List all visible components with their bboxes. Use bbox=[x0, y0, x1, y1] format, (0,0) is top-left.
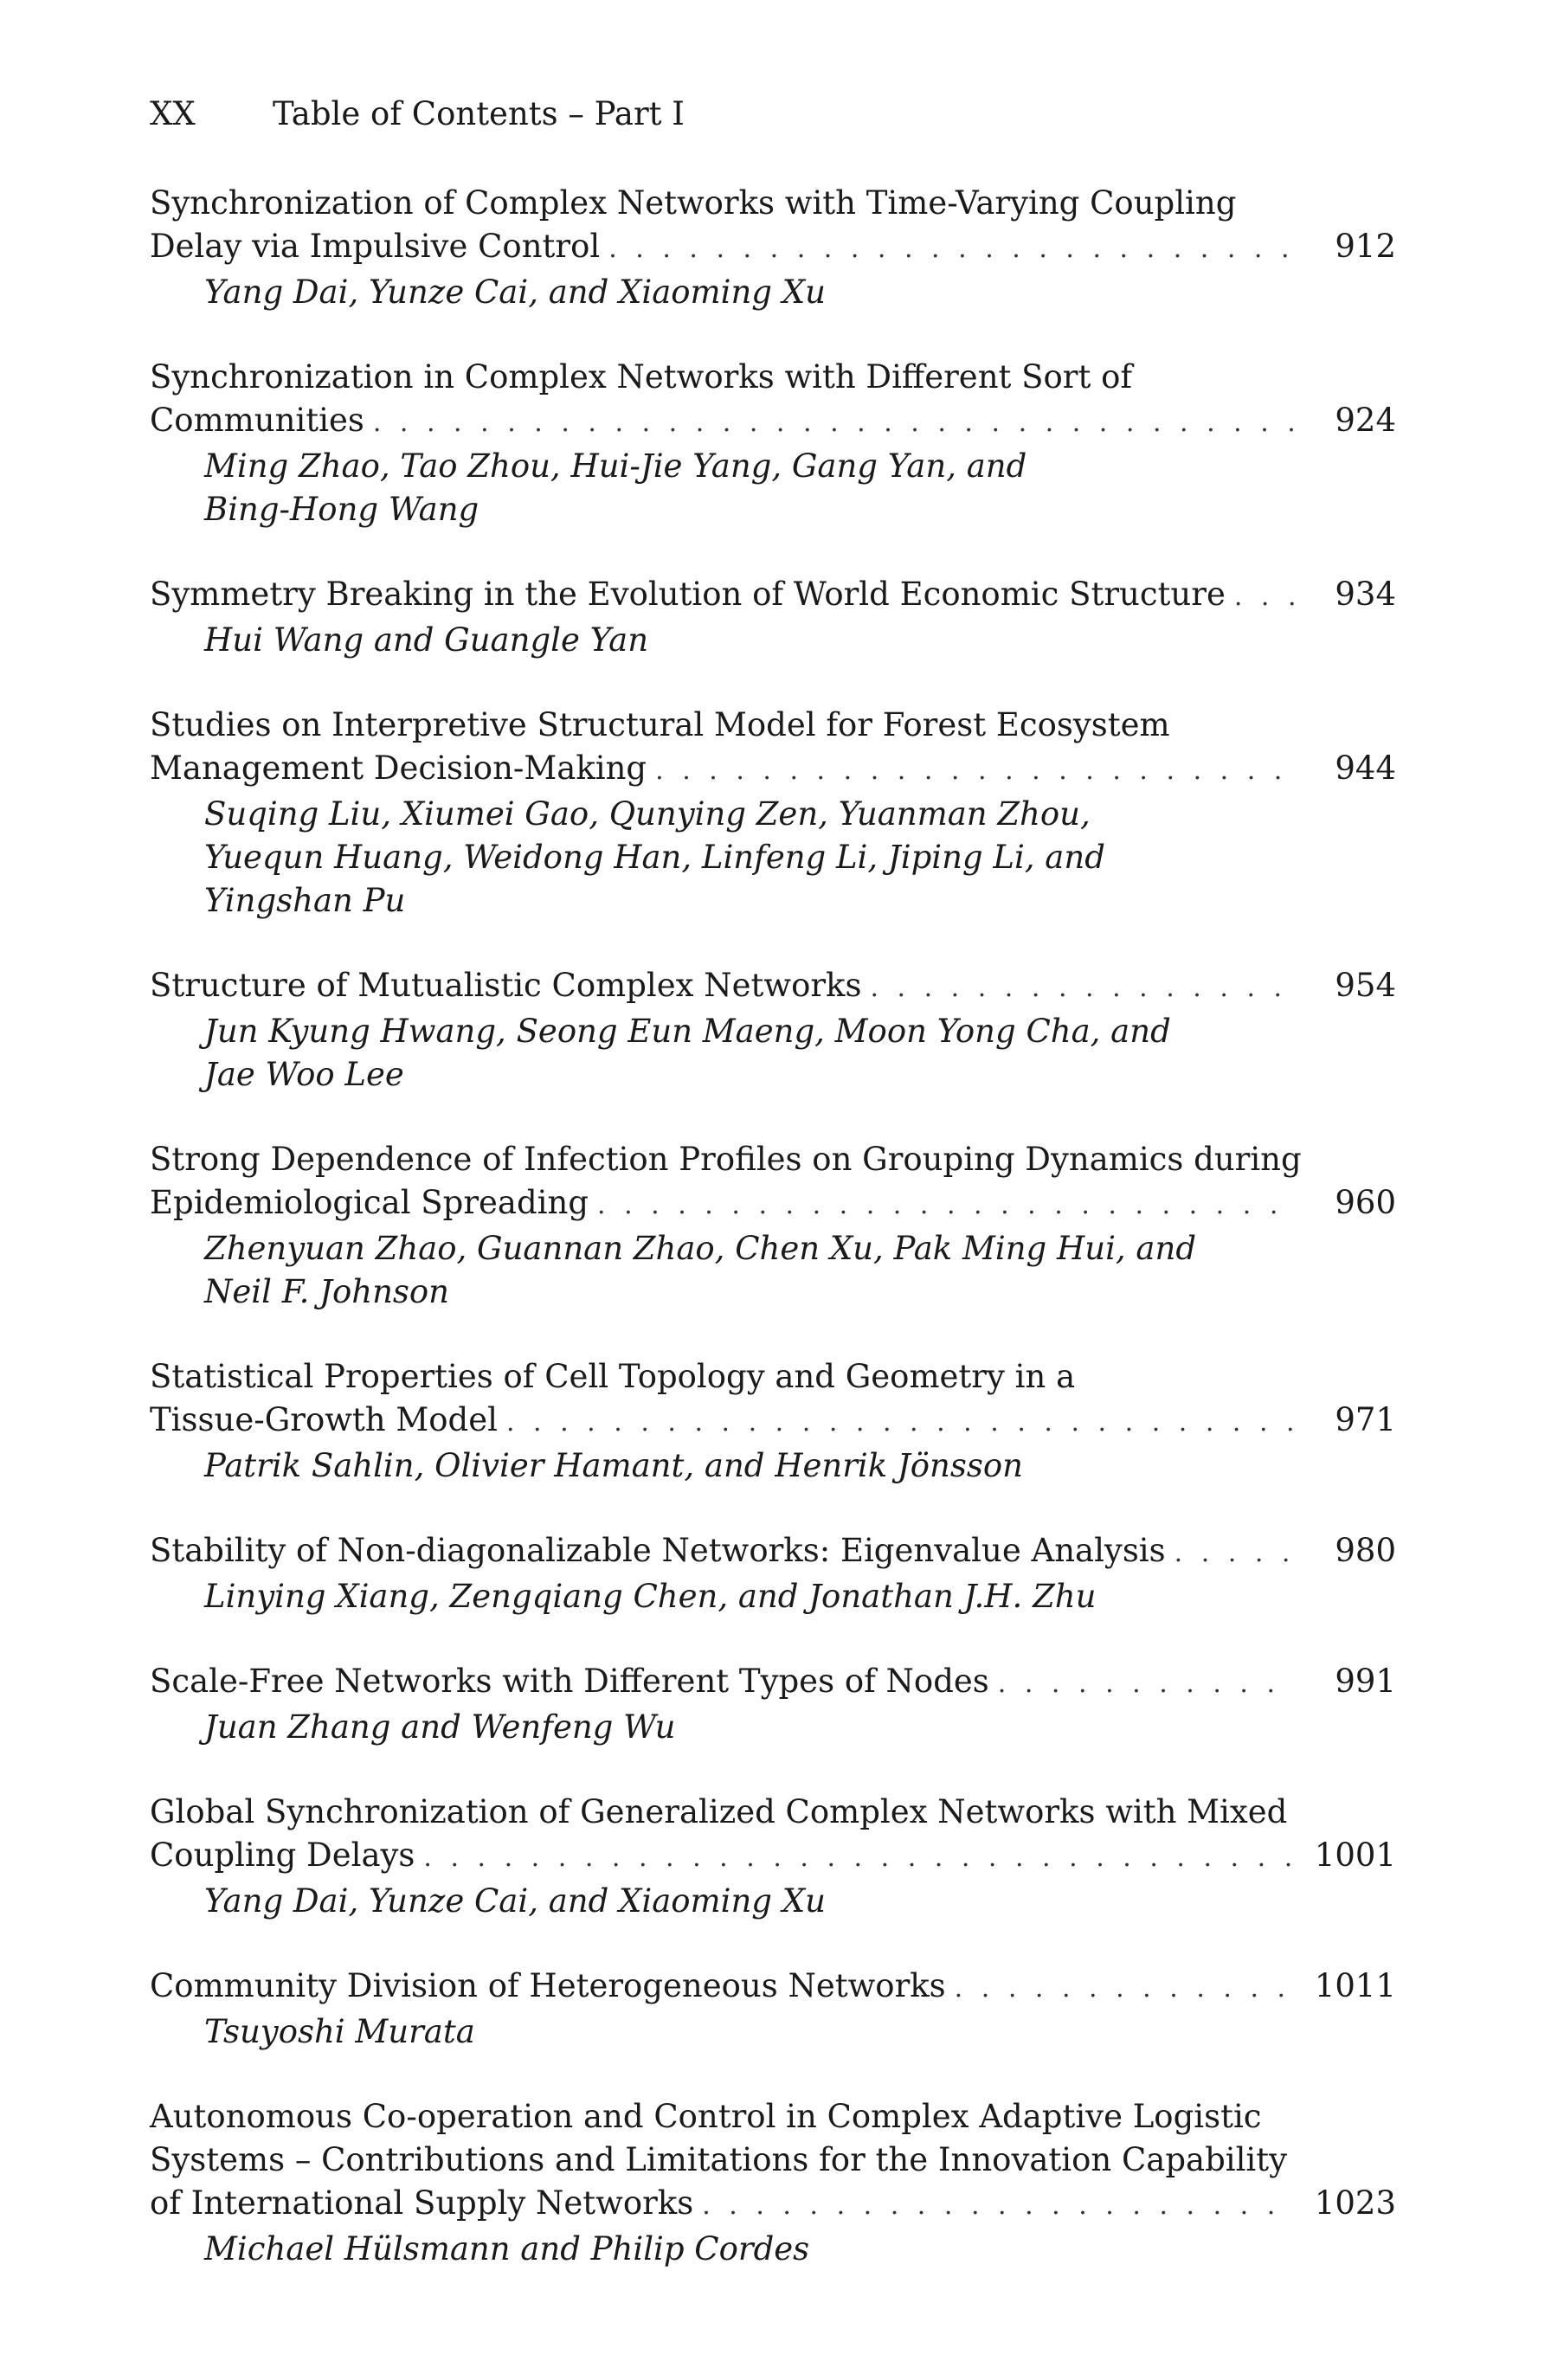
toc-entry bbox=[150, 964, 1396, 1097]
entry-title-text: Structure of Mutualistic Complex Networks bbox=[150, 967, 862, 1004]
entry-authors: Hui Wang and Guangle Yan bbox=[204, 621, 649, 659]
entry-authors: Michael Hülsmann and Philip Cordes bbox=[204, 2230, 810, 2267]
entry-title-text: of International Supply Networks bbox=[150, 2184, 694, 2222]
running-head bbox=[150, 93, 685, 135]
entry-title-last-line bbox=[150, 1834, 1396, 1880]
dot-leader bbox=[870, 967, 1294, 1010]
entry-title-text: Coupling Delays bbox=[150, 1836, 415, 1874]
entry-title-text: Stability of Non-diagonalizable Networks: Eigenvalue Analysis bbox=[150, 1532, 1166, 1569]
entry-title-text: Delay via Impulsive Control bbox=[150, 228, 601, 265]
entry-title-text: Symmetry Breaking in the Evolution of World Economic Structure bbox=[150, 576, 1226, 613]
table-of-contents bbox=[150, 182, 1396, 2312]
entry-title-line: Strong Dependence of Infection Profiles on Grouping Dynamics during bbox=[150, 1141, 1302, 1178]
page-number: 944 bbox=[1335, 749, 1396, 787]
running-title: Table of Contents – Part I bbox=[273, 95, 685, 132]
dot-leader bbox=[702, 2184, 1294, 2228]
page-number: 1023 bbox=[1314, 2184, 1396, 2222]
entry-title-line: Systems – Contributions and Limitations for the Innovation Capability bbox=[150, 2141, 1288, 2178]
entry-title-last-line bbox=[150, 399, 1396, 445]
toc-entry bbox=[150, 573, 1396, 662]
entry-title-text: Tissue-Growth Model bbox=[150, 1401, 498, 1438]
entry-title-line: Synchronization of Complex Networks with Time-Varying Coupling bbox=[150, 184, 1237, 222]
entry-title-last-line bbox=[150, 964, 1396, 1010]
entry-title-text: Management Decision-Making bbox=[150, 749, 647, 787]
entry-title-last-line bbox=[150, 1399, 1396, 1444]
toc-entry bbox=[150, 704, 1396, 923]
entry-title-text: Community Division of Heterogeneous Networks bbox=[150, 1967, 946, 2004]
dot-leader bbox=[597, 1184, 1294, 1227]
entry-title-last-line bbox=[150, 1529, 1396, 1575]
entry-title-line: Autonomous Co-operation and Control in Complex Adaptive Logistic bbox=[150, 2098, 1262, 2135]
entry-title-last-line bbox=[150, 225, 1396, 271]
dot-leader bbox=[1175, 1532, 1294, 1575]
entry-title-last-line bbox=[150, 1181, 1396, 1227]
page-number: 1001 bbox=[1314, 1836, 1396, 1874]
toc-entry bbox=[150, 1965, 1396, 2054]
toc-entry bbox=[150, 182, 1396, 314]
entry-title-line: Studies on Interpretive Structural Model for Forest Ecosystem bbox=[150, 706, 1170, 743]
dot-leader bbox=[423, 1836, 1294, 1880]
page-number: 1011 bbox=[1314, 1967, 1396, 2004]
page-number: 912 bbox=[1335, 228, 1396, 265]
dot-leader bbox=[998, 1663, 1294, 1706]
entry-authors: Yingshan Pu bbox=[204, 882, 406, 919]
page-number: 934 bbox=[1335, 576, 1396, 613]
dot-leader bbox=[655, 749, 1294, 793]
entry-title-line: Synchronization in Complex Networks with Different Sort of bbox=[150, 358, 1133, 396]
page-number: 960 bbox=[1335, 1184, 1396, 1221]
dot-leader bbox=[1234, 576, 1294, 619]
toc-entry bbox=[150, 1791, 1396, 1923]
entry-authors: Tsuyoshi Murata bbox=[204, 2013, 475, 2050]
entry-authors: Jae Woo Lee bbox=[204, 1056, 404, 1093]
entry-authors: Yang Dai, Yunze Cai, and Xiaoming Xu bbox=[204, 1882, 826, 1920]
entry-authors: Juan Zhang and Wenfeng Wu bbox=[204, 1708, 676, 1746]
entry-authors: Yuequn Huang, Weidong Han, Linfeng Li, Jiping Li, and bbox=[204, 839, 1105, 876]
entry-authors: Ming Zhao, Tao Zhou, Hui-Jie Yang, Gang Yan, and bbox=[204, 447, 1027, 485]
entry-title-last-line bbox=[150, 1660, 1396, 1706]
entry-title-text: Communities bbox=[150, 402, 364, 439]
toc-entry bbox=[150, 1138, 1396, 1314]
entry-authors: Neil F. Johnson bbox=[204, 1273, 449, 1310]
entry-title-last-line bbox=[150, 2182, 1396, 2228]
page-number: 924 bbox=[1335, 402, 1396, 439]
dot-leader bbox=[506, 1401, 1294, 1444]
page-number: 980 bbox=[1335, 1532, 1396, 1569]
entry-authors: Patrik Sahlin, Olivier Hamant, and Henrik Jönsson bbox=[204, 1447, 1023, 1484]
entry-title-line: Global Synchronization of Generalized Complex Networks with Mixed bbox=[150, 1793, 1288, 1830]
entry-authors: Suqing Liu, Xiumei Gao, Qunying Zen, Yuanman Zhou, bbox=[204, 795, 1091, 833]
entry-authors: Jun Kyung Hwang, Seong Eun Maeng, Moon Yong Cha, and bbox=[204, 1013, 1171, 1050]
entry-authors: Yang Dai, Yunze Cai, and Xiaoming Xu bbox=[204, 273, 826, 311]
dot-leader bbox=[608, 228, 1294, 271]
page-number: 954 bbox=[1335, 967, 1396, 1004]
toc-entry bbox=[150, 1660, 1396, 1749]
toc-entry bbox=[150, 1355, 1396, 1488]
toc-entry bbox=[150, 2095, 1396, 2271]
page-folio: XX bbox=[150, 95, 196, 132]
page-number: 971 bbox=[1335, 1401, 1396, 1438]
entry-title-last-line bbox=[150, 747, 1396, 793]
entry-title-text: Scale-Free Networks with Different Types of Nodes bbox=[150, 1663, 989, 1700]
dot-leader bbox=[955, 1967, 1294, 2010]
entry-authors: Bing-Hong Wang bbox=[204, 491, 479, 528]
entry-authors: Zhenyuan Zhao, Guannan Zhao, Chen Xu, Pak Ming Hui, and bbox=[204, 1230, 1197, 1267]
page-number: 991 bbox=[1335, 1663, 1396, 1700]
toc-entry bbox=[150, 1529, 1396, 1618]
entry-title-last-line bbox=[150, 573, 1396, 619]
dot-leader bbox=[373, 402, 1294, 445]
entry-title-line: Statistical Properties of Cell Topology and Geometry in a bbox=[150, 1358, 1076, 1395]
toc-entry bbox=[150, 356, 1396, 531]
entry-title-text: Epidemiological Spreading bbox=[150, 1184, 589, 1221]
entry-authors: Linying Xiang, Zengqiang Chen, and Jonathan J.H. Zhu bbox=[204, 1578, 1097, 1615]
entry-title-last-line bbox=[150, 1965, 1396, 2010]
